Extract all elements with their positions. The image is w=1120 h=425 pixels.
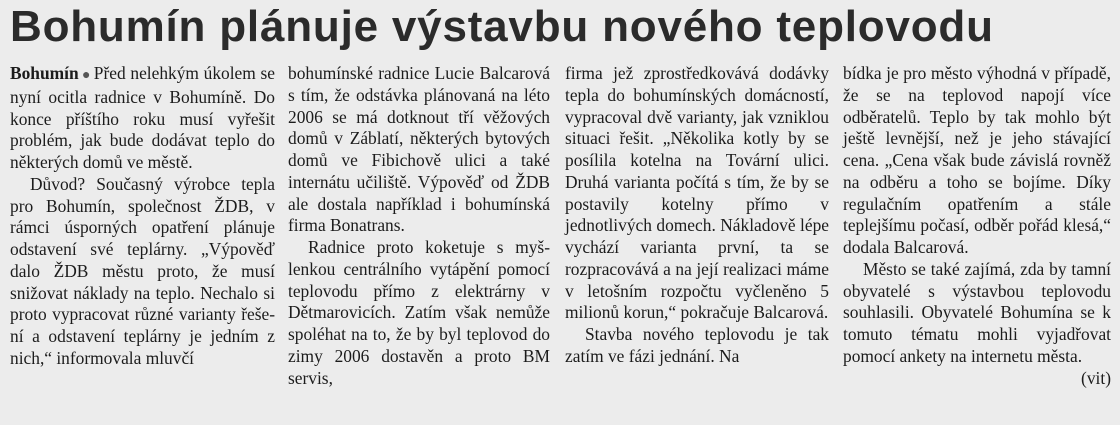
author-signature: (vit) bbox=[1081, 367, 1111, 388]
article-headline: Bohumín plánuje výstavbu nového teplovodu bbox=[10, 2, 994, 51]
article-column-1: Bohumín ● Před nelehkým úkolem se nyní ocitla radnice v Bohumíně. Do konce příštího roku musí vyřešit problém, jak bude dodávat teplo do některých domů ve městě. Důvod? Současný výrobce tepla pro Bohumín, společnost ŽDB, v rámci úsporných opatření plánuje odstavení své teplárny. „Výpověď dalo ŽDB městu proto, že musí snižovat náklady na teplo. Nechalo si proto vypracovat různé varianty řešení a odstavení teplárny je jedním z nich,“ informovala mluvčí bbox=[10, 63, 275, 368]
article-column-3: firma jež zprostředkovává dodávky tepla do bohumínských domácností, vypracoval dvě varianty, jak vzniklou situaci řešit. „Několika kotly by se posílila kotelna na Tovární ulici. Druhá varianta počítá s tím, že by se postavily kotelny přímo v jednotlivých domech. Nákladově lépe vychází varianta první, ta se rozpracovává a na její realizaci máme v letošním rozpočtu vyčleněno 5 milionů korun,“ pokračuje Balcarová. Stavba nového teplovodu je tak zatím ve fázi jednání. Na bbox=[565, 63, 829, 366]
article-column-2: bohumínské radnice Lucie Balcarová s tím, že odstávka plánovaná na léto 2006 se má dotknout tří věžových domů v Záblatí, některých bytových domů ve Fibichově ulici a také internátu učiliště. Výpověď od ŽDB ale dostala například i bohumínská firma Bonatrans. Radnice proto koketuje s myšlenkou centrálního vytápění pomocí teplovodu přímo z elektrárny v Dětmarovicích. Zatím však nemůže spoléhat na to, že by byl teplovod do zimy 2006 dostavěn a proto BM servis, bbox=[288, 63, 550, 388]
article-column-4: bídka je pro město výhodná v případě, že se na teplovod napojí více odběratelů. Teplo by tak mohlo být ještě levnější, než je jeho stávající cena. „Cena však bude závislá rovněž na odběru a toho se bojíme. Díky regulačním opatřením a stále teplejšímu počasí, odběr pořád klesá,“ dodala Balcarová. Město se také zajímá, zda by tamní obyvatelé s výstavbou teplovodu souhlasili. Obyvatelé Bohumína se k tomuto tématu mohli vyjadřovat pomocí ankety na internetu města. (vit) bbox=[843, 63, 1111, 388]
dateline: Bohumín bbox=[10, 63, 79, 83]
dateline-bullet-icon: ● bbox=[81, 68, 91, 83]
